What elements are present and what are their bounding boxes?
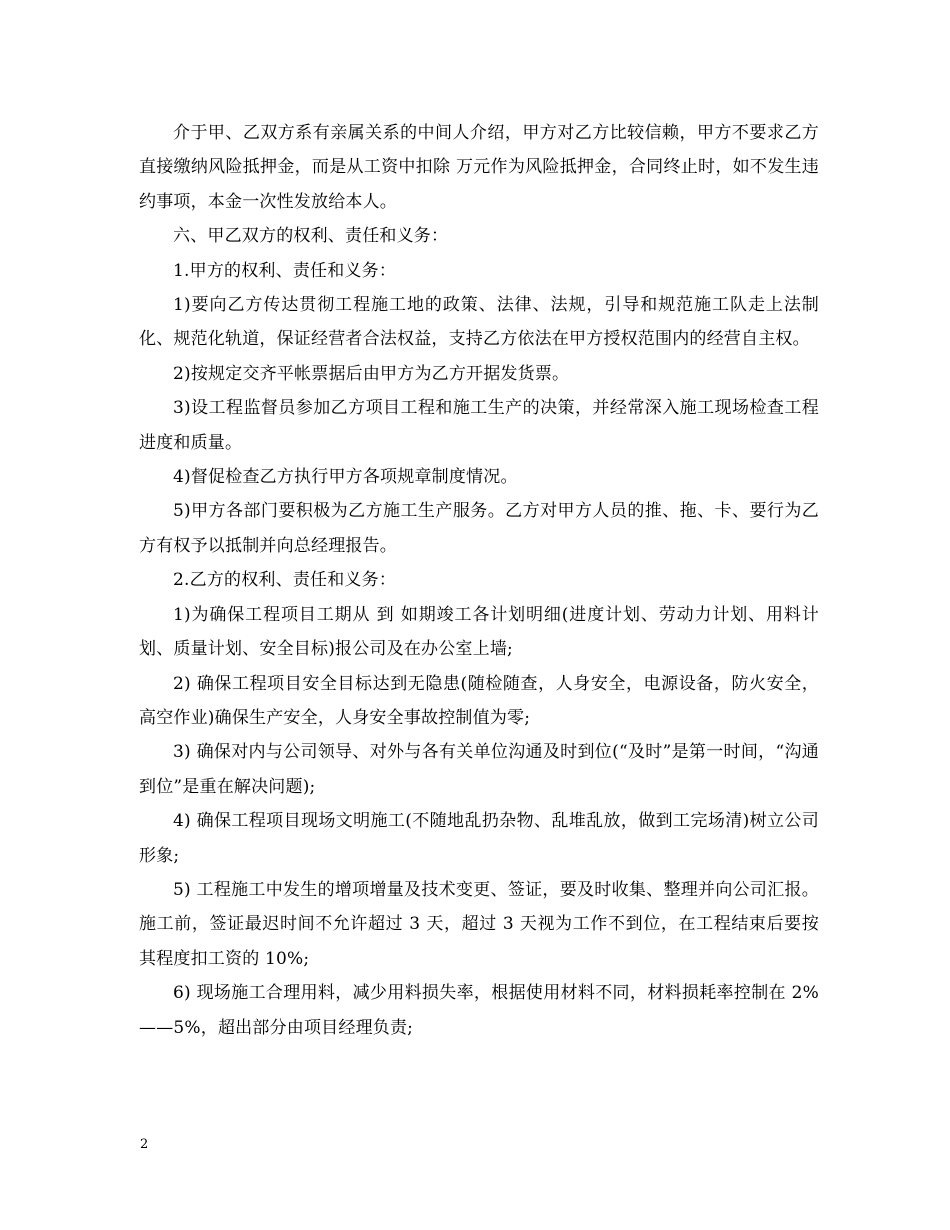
subsection-heading-party-a: 1.甲方的权利、责任和义务： bbox=[173, 260, 397, 281]
party-b-item-2: 2) 确保工程项目安全目标达到无隐患(随检随查，人身安全，电源设备，防火安全，高空作业)确保生产安全，人身安全事故控制值为零; bbox=[139, 673, 819, 728]
party-a-item-3: 3)设工程监督员参加乙方项目工程和施工生产的决策，并经常深入施工现场检查工程进度和质量。 bbox=[139, 398, 819, 453]
party-a-item-4: 4)督促检查乙方执行甲方各项规章制度情况。 bbox=[173, 467, 518, 488]
party-b-item-6: 6) 现场施工合理用料，减少用料损失率，根据使用材料不同，材料损耗率控制在 2%——5%，超出部分由项目经理负责; bbox=[139, 983, 819, 1038]
page-number: 2 bbox=[140, 1137, 149, 1152]
party-b-item-4: 4) 确保工程项目现场文明施工(不随地乱扔杂物、乱堆乱放，做到工完场清)树立公司形象; bbox=[139, 811, 819, 866]
party-a-item-1: 1)要向乙方传达贯彻工程施工地的政策、法律、法规，引导和规范施工队走上法制化、规范化轨道，保证经营者合法权益，支持乙方依法在甲方授权范围内的经营自主权。 bbox=[139, 295, 819, 350]
party-b-item-3: 3) 确保对内与公司领导、对外与各有关单位沟通及时到位(“及时”是第一时间，“沟通到位”是重在解决问题); bbox=[139, 742, 819, 797]
party-b-item-1: 1)为确保工程项目工期从 到 如期竣工各计划明细(进度计划、劳动力计划、用料计划、质量计划、安全目标)报公司及在办公室上墙; bbox=[139, 604, 819, 660]
subsection-heading-party-b: 2.乙方的权利、责任和义务： bbox=[173, 570, 397, 591]
paragraph-deposit: 介于甲、乙双方系有亲属关系的中间人介绍，甲方对乙方比较信赖，甲方不要求乙方直接缴纳风险抵押金，而是从工资中扣除 万元作为风险抵押金，合同终止时，如不发生违约事项，本金一次性发放给本人。 bbox=[139, 123, 819, 212]
party-b-item-5: 5) 工程施工中发生的增项增量及技术变更、签证，要及时收集、整理并向公司汇报。施工前，签证最迟时间不允许超过 3 天，超过 3 天视为工作不到位，在工程结束后要按其程度扣工资的 10%; bbox=[139, 879, 819, 969]
document-body bbox=[139, 116, 819, 1045]
section-heading-rights: 六、甲乙双方的权利、责任和义务： bbox=[173, 226, 449, 247]
party-a-item-5: 5)甲方各部门要积极为乙方施工生产服务。乙方对甲方人员的推、拖、卡、要行为乙方有权予以抵制并向总经理报告。 bbox=[139, 501, 819, 556]
party-a-item-2: 2)按规定交齐平帐票据后由甲方为乙方开据发货票。 bbox=[173, 363, 570, 384]
